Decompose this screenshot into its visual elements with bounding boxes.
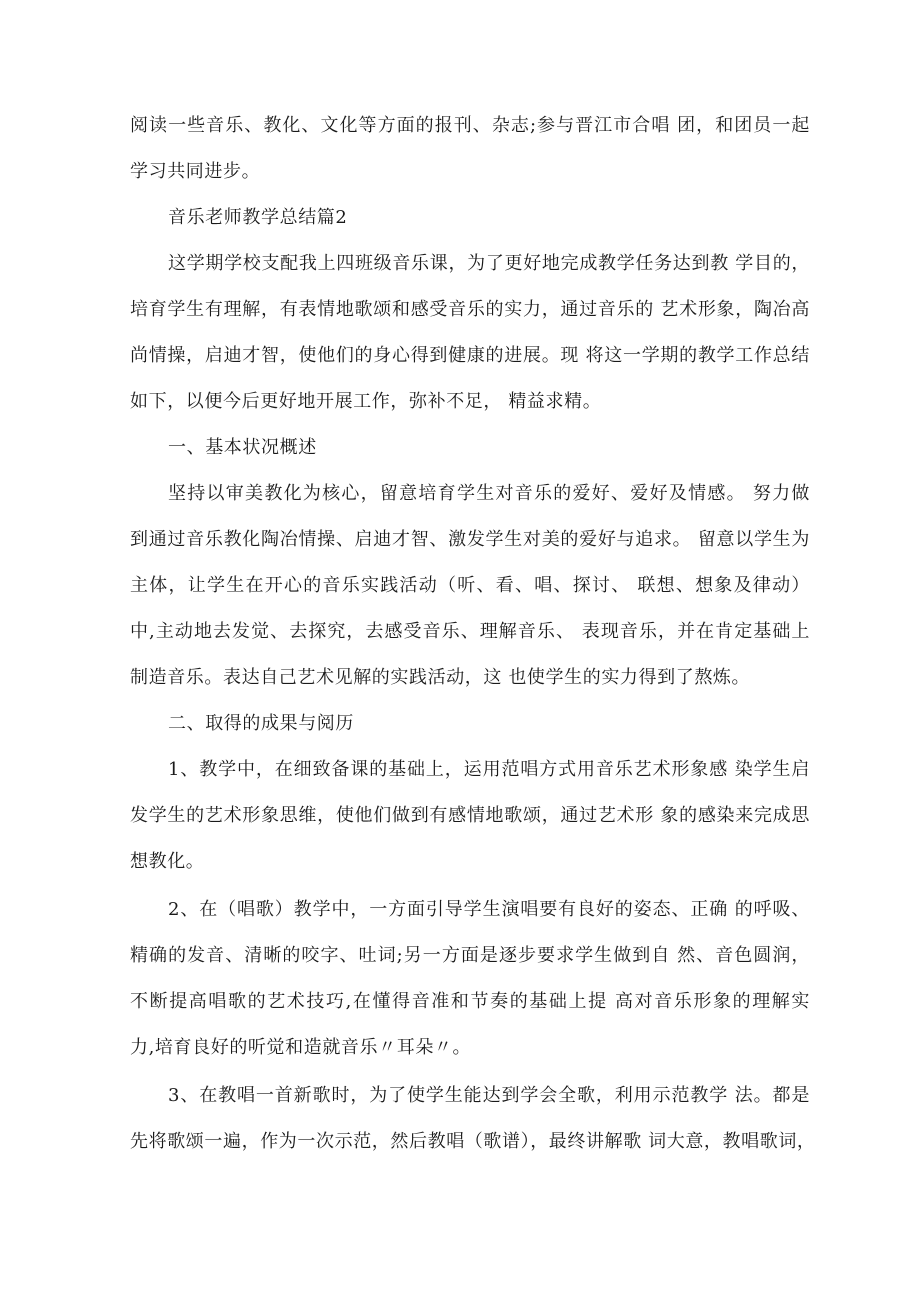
paragraph-line: 主体，让学生在开心的音乐实践活动（听、看、唱、探讨、 联想、想象及律动） xyxy=(130,575,810,596)
paragraph-line: 先将歌颂一遍，作为一次示范，然后教唱（歌谱），最终讲解歌 词大意，教唱歌词， xyxy=(130,1131,816,1152)
paragraph-line: 想教化。 xyxy=(130,851,205,872)
paragraph-line: 中,主动地去发觉、去探究，去感受音乐、理解音乐、 表现音乐，并在肯定基础上 xyxy=(130,621,810,642)
paragraph-line: 精确的发音、清晰的咬字、吐词;另一方面是逐步要求学生做到自 然、音色圆润， xyxy=(130,945,810,966)
paragraph-line: 制造音乐。表达自己艺术见解的实践活动，这 也使学生的实力得到了熬炼。 xyxy=(130,667,751,688)
paragraph-line: 阅读一些音乐、教化、文化等方面的报刊、杂志;参与晋江市合唱 团，和团员一起 xyxy=(130,115,810,136)
paragraph-line: 如下，以便今后更好地开展工作，弥补不足， 精益求精。 xyxy=(130,391,602,412)
section-heading: 音乐老师教学总结篇2 xyxy=(168,207,348,228)
paragraph-line: 尚情操，启迪才智，使他们的身心得到健康的进展。现 将这一学期的教学工作总结 xyxy=(130,345,810,366)
paragraph-line: 3、在教唱一首新歌时，为了使学生能达到学会全歌，利用示范教学 法。都是 xyxy=(168,1085,810,1106)
paragraph-line: 不断提高唱歌的艺术技巧,在懂得音准和节奏的基础上提 高对音乐形象的理解实 xyxy=(130,991,810,1012)
paragraph-line: 力,培育良好的听觉和造就音乐〃耳朵〃。 xyxy=(130,1037,472,1058)
section-heading: 一、基本状况概述 xyxy=(168,437,317,458)
paragraph-line: 到通过音乐教化陶冶情操、启迪才智、激发学生对美的爱好与追求。 留意以学生为 xyxy=(130,529,810,550)
paragraph-line: 1、教学中，在细致备课的基础上，运用范唱方式用音乐艺术形象感 染学生启 xyxy=(168,759,810,780)
paragraph-line: 学习共同进步。 xyxy=(130,161,261,182)
paragraph-line: 培育学生有理解，有表情地歌颂和感受音乐的实力，通过音乐的 艺术形象，陶冶高 xyxy=(130,299,810,320)
paragraph-line: 发学生的艺术形象思维，使他们做到有感情地歌颂，通过艺术形 象的感染来完成思 xyxy=(130,805,810,826)
paragraph-line: 坚持以审美教化为核心，留意培育学生对音乐的爱好、爱好及情感。 努力做 xyxy=(168,483,810,504)
paragraph-line: 2、在（唱歌）教学中，一方面引导学生演唱要有良好的姿态、正确 的呼吸、 xyxy=(168,899,810,920)
paragraph-line: 这学期学校支配我上四班级音乐课，为了更好地完成教学任务达到教 学目的， xyxy=(168,253,810,274)
section-heading: 二、取得的成果与阅历 xyxy=(168,713,354,734)
